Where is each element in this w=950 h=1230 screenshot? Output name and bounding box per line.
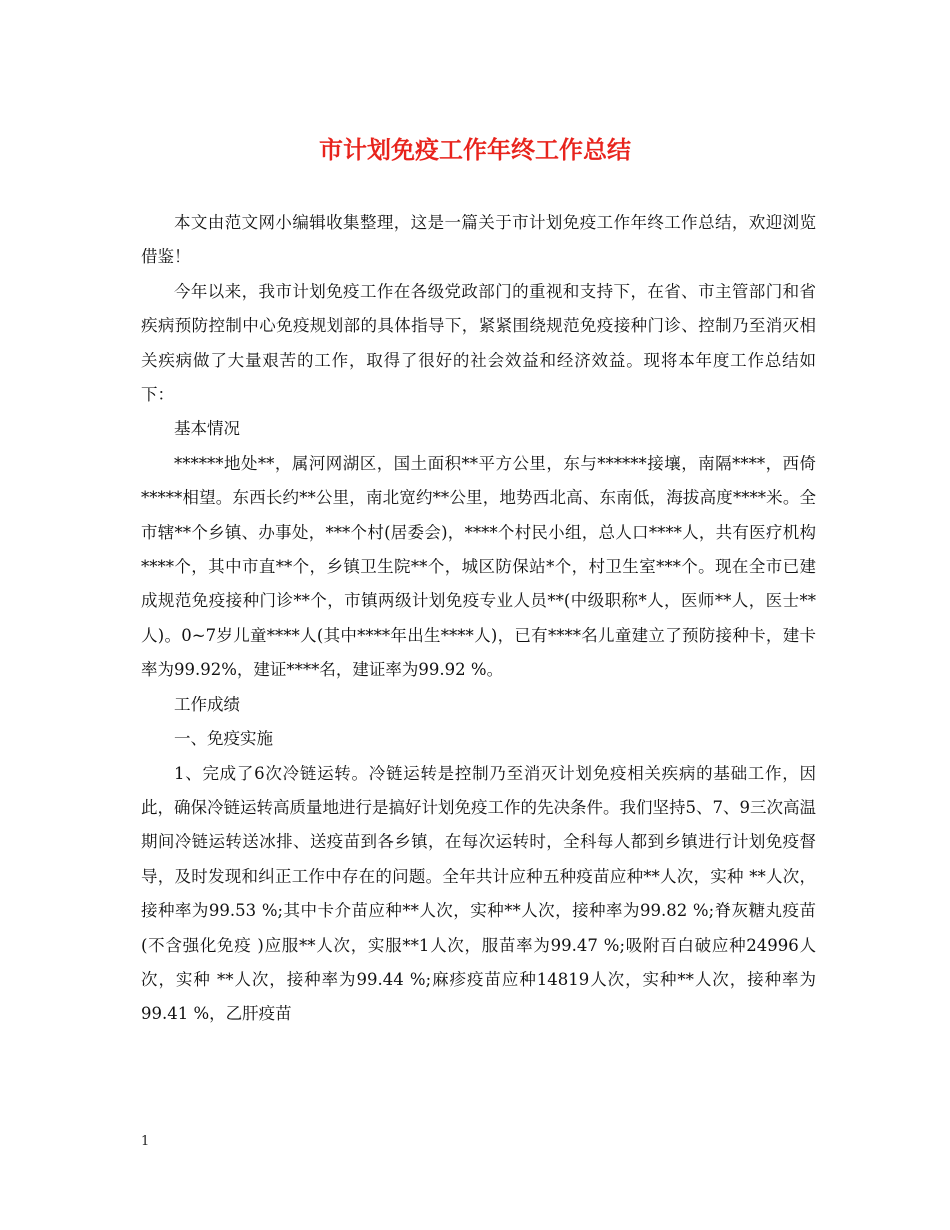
basic-info-paragraph: ******地处**，属河网湖区，国土面积**平方公里，东与******接壤，南隔****，西倚*****相望。东西长约**公里，南北宽约**公里，地势西北高、东南低，海拔高度****米。全市辖**个乡镇、办事处，***个村(居委会)，****个村民小组，总人口****人，共有医疗机构****个，其中市直**个，乡镇卫生院**个，城区防保站*个，村卫生室***个。现在全市已建成规范免疫接种门诊**个，市镇两级计划免疫专业人员**(中级职称*人，医师**人，医士**人)。0~7岁儿童****人(其中****年出生****人)，已有****名儿童建立了预防接种卡，建卡率为99.92%，建证****名，建证率为99.92 %。 <box>141 453 816 680</box>
subsection-heading-immunization: 一、免疫实施 <box>174 729 273 749</box>
document-body <box>141 206 816 1032</box>
document-title: 市计划免疫工作年终工作总结 <box>319 136 631 164</box>
section-heading-achievements: 工作成绩 <box>174 694 240 714</box>
section-heading-basic: 基本情况 <box>174 419 240 439</box>
cold-chain-paragraph: 1、完成了6次冷链运转。冷链运转是控制乃至消灭计划免疫相关疾病的基础工作，因此，确保冷链运转高质量地进行是搞好计划免疫工作的先决条件。我们坚持5、7、9三次高温期间冷链运转送冰排、送疫苗到各乡镇，在每次运转时，全科每人都到乡镇进行计划免疫督导，及时发现和纠正工作中存在的问题。全年共计应种五种疫苗应种**人次，实种 **人次，接种率为99.53 %;其中卡介苗应种**人次，实种**人次，接种率为99.82 %;脊灰糖丸疫苗(不含强化免疫 )应服**人次，实服**1人次，服苗率为99.47 %;吸附百白破应种24996人次，实种 **人次，接种率为99.44 %;麻疹疫苗应种14819人次，实种**人次，接种率为99.41 %，乙肝疫苗 <box>141 763 816 1024</box>
intro-paragraph: 本文由范文网小编辑收集整理，这是一篇关于市计划免疫工作年终工作总结，欢迎浏览借鉴！ <box>141 213 816 267</box>
page-number: 1 <box>141 1134 150 1149</box>
overview-paragraph: 今年以来，我市计划免疫工作在各级党政部门的重视和支持下，在省、市主管部门和省疾病预防控制中心免疫规划部的具体指导下，紧紧围绕规范免疫接种门诊、控制乃至消灭相关疾病做了大量艰苦的工作，取得了很好的社会效益和经济效益。现将本年度工作总结如下： <box>141 281 816 405</box>
